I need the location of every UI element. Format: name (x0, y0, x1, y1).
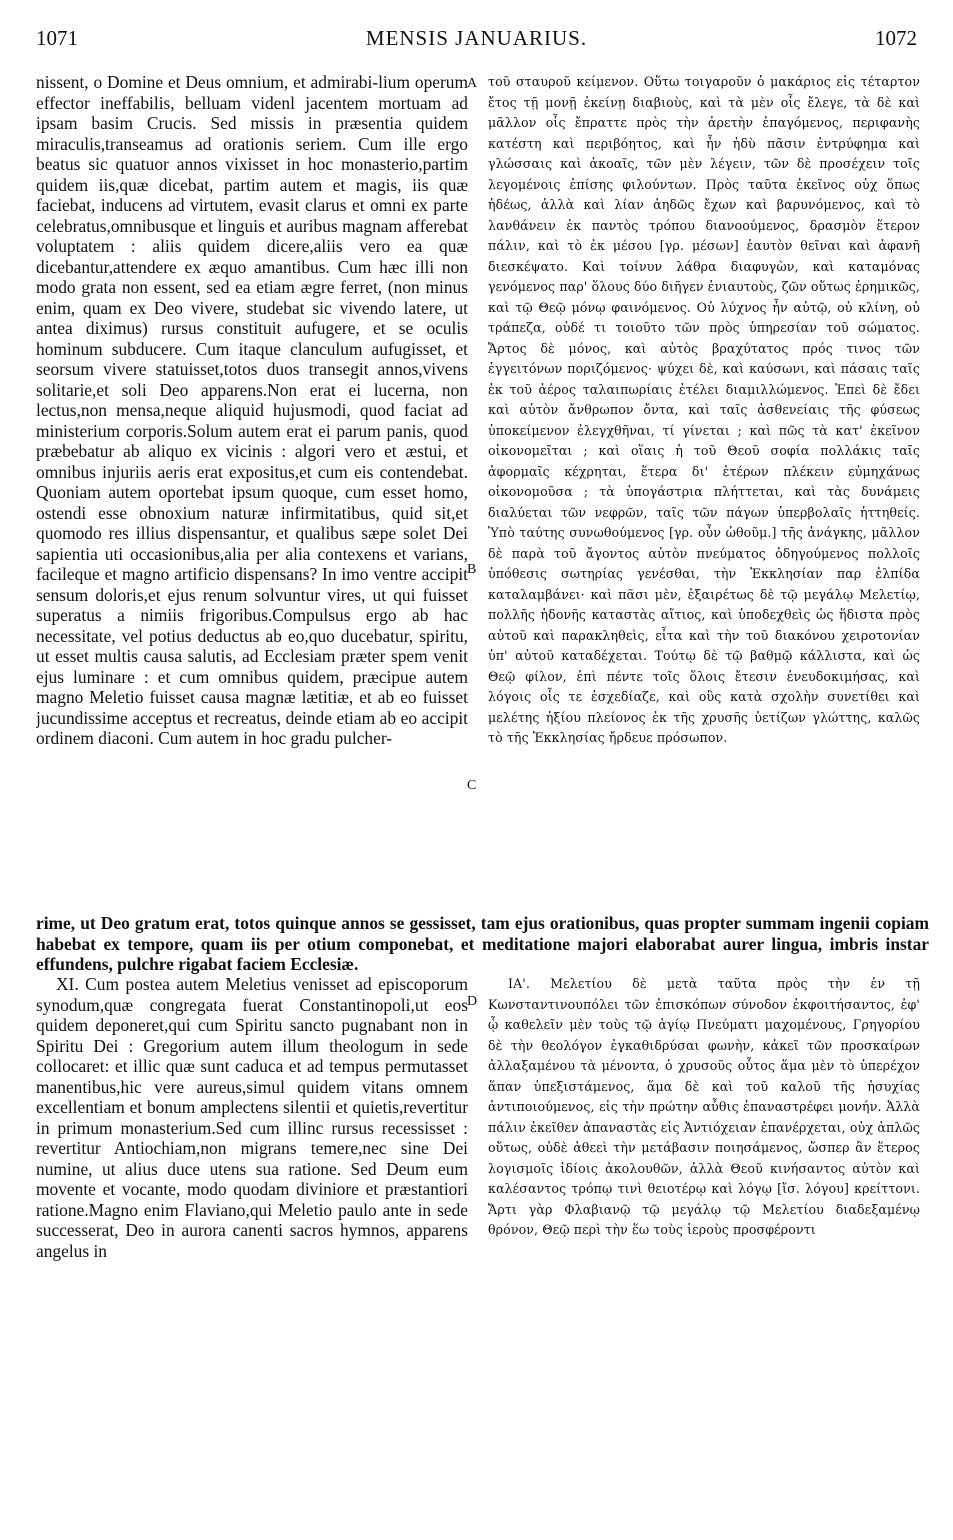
latin-column-bottom: XI. Cum postea autem Meletius venisset ad episcoporum synodum,quæ congregata fuerat Constantinopoli,ut eos quidem deponeret,qui cum Spiritu sancto pugnabant non in Spiritu Dei : Gregorium autem illum theologum in sede collocaret: et illic quæ sunt caduca et ad tempus permutasset manentibus,hic vere aureus,simul quidem vitans omnem excellentiam et bonum amplectens silentii et quietis,revertitur in primum monasterium.Sed cum illinc rursus recessisset : revertitur Antiochiam,non migrans temere,nec sine Dei numine, ut alius duce utens sua ratione. Sed Deum eum movente et vocante, modo quodam diviniore et præstantiori ratione.Magno enim Flaviano,qui Meletio paulo ante in sede successerat, Deo in aurora canenti sacros hymnos, apparens angelus in (36, 974, 468, 1261)
margin-marker-c: C (467, 778, 477, 793)
full-width-text: rime, ut Deo gratum erat, totos quinque annos se gessisset, tam ejus orationibus, quas propter summam ingenii copiam habebat ex tempore, quam iis per otium componebat, et meditatione majori elaborabat aurer lingua, imbris instar effundens, pulchre rigabat faciem Ecclesiæ. (36, 913, 929, 974)
running-title: MENSIS JANUARIUS. (365, 26, 588, 50)
page-number-right: 1072 (875, 26, 917, 50)
text-columns (36, 72, 929, 1504)
margin-marker-a: A (467, 76, 478, 91)
page-header (36, 26, 917, 60)
page-number-left: 1071 (36, 26, 78, 50)
greek-column-top: τοῦ σταυροῦ κείμενον. Οὕτω τοιγαροῦν ὁ μακάριος εἰς τέταρτον ἔτος τῇ μονῇ ἐκείνῃ διαβιοὺς, καὶ τὰ μὲν οἷς ἔλεγε, τὰ δὲ καὶ μᾶλλον οἷς ἔπραττε πρὸς τὴν ἀρετὴν ἐπαγόμενος, περιφανὴς κατέστη καὶ περιβόητος, καὶ ἦν ἡδὺ πᾶσιν ἐντρύφημα καὶ γλώσσαις καὶ ἀκοαῖς, τῶν μὲν λέγειν, τῶν δὲ προσέχειν τοῖς λεγομένοις ἐπίσης φιλούντων. Πρὸς ταῦτα ἐκεῖνος οὐχ ὅπως ἡδέως, ἀλλὰ καὶ λίαν ἀηδῶς ἔχων καὶ βαρυνόμενος, καὶ τὸ λανθάνειν ἐκ παντὸς τρόπου διανοούμενος, δρασμὸν ἕτερον πάλιν, καὶ τὸ ἐκ μέσου [γρ. μέσων] ἑαυτὸν θεῖναι καὶ ἀφανῆ διεσκέψατο. Καὶ τοίνυν λάθρα διαφυγὼν, καὶ καταμόνας γενόμενος παρ' ὅλους δύο διῆγεν ἐνιαυτοὺς, ζῶν οὕτως ἐρημικῶς, καὶ τῷ Θεῷ μόνῳ φαινόμενος. Οὐ λύχνος ἦν αὐτῷ, οὐ κλίνη, οὐ τράπεζα, οὐδέ τι τοιοῦτο τῶν πρὸς ὑπηρεσίαν τοῦ σώματος. Ἄρτος δὲ μόνος, καὶ αὐτὸς βραχύτατος πρός τινος τῶν ἐγγειτόνων ποριζόμενος· ψύχει δὲ, καὶ καύσωνι, καὶ πάσαις ταῖς ἐκ τοῦ ἀέρος ταλαιπωρίαις ἐτέλει διαμιλλώμενος. Ἐπεὶ δὲ ἔδει καὶ αὐτὸν ἄνθρωπον ὄντα, καὶ ταῖς ἀσθενείαις τῆς φύσεως ὑποκείμενον ἐλεγχθῆναι, τί γίνεται ; καὶ πῶς τὰ κατ' ἐκεῖνον οἰκονομεῖται ; καὶ οἵαις ἡ τοῦ Θεοῦ σοφία πολλάκις ταῖς ἀφορμαῖς κέχρηται, ἕτερα δι' ἑτέρων πλέκειν εὐμηχάνως οἰκονομοῦσα ; τὰ ὑπογάστρια πλήττεται, καὶ τὰς δυνάμεις διαλύεται τῶν νεφρῶν, ταῖς τῶν πάγων ὑπερβολαῖς ἡττηθείς. Ὑπὸ ταύτης συνωθούμενος [γρ. οὖν ὠθοῦμ.] τῆς ἀνάγκης, μᾶλλον δὲ παρὰ τοῦ ἄγοντος αὐτὸν πνεύματος ὁδηγούμενος πολλοῖς ὑπόθεσις σωτηρίας γενέσθαι, τὴν Ἐκκλησίαν παρ ἐλπίδα καταλαμβάνει· καὶ πᾶσι μὲν, ἐξαιρέτως δὲ τῷ μεγάλῳ Μελετίῳ, πολλῆς ἡδονῆς καταστὰς αἴτιος, καὶ ὑποδεχθεὶς ὡς ἥδιστα πρὸς αὐτοῦ καὶ παρακληθεὶς, εἶτα καὶ τὴν τοῦ διακόνου χειροτονίαν ὑπ' αὐτοῦ καταδέχεται. Τούτῳ δὲ τῷ βαθμῷ κάλλιστα, καὶ ὡς Θεῷ φίλον, ἐπὶ πέντε τοῖς ὅλοις ἔτεσιν ἐνευδοκιμήσας, καὶ λόγοις οἷς τε ἐσχεδίαζε, καὶ οὓς κατὰ σχολὴν συνετίθει καὶ μελέτης ἠξίου πλείονος ἐκ τῆς χρυσῆς ὑετίζων γλώττης, καλῶς τὸ τῆς Ἐκκλησίας ἤρδευε πρόσωπον. (488, 74, 920, 745)
greek-column-bottom: ΙΑ'. Μελετίου δὲ μετὰ ταῦτα πρὸς τὴν ἐν τῇ Κωνσταντινουπόλει τῶν ἐπισκόπων σύνοδον ἐκφοιτήσαντος, ἐφ' ᾧ καθελεῖν μὲν τοὺς τῷ ἁγίῳ Πνεύματι μαχομένους, Γρηγορίου δὲ τὴν θεολόγον ἐγκαθιδρύσαι φωνὴν, κἀκεῖ τῶν προσκαίρων ἀλλαξαμένου τὰ μένοντα, ὁ χρυσοῦς οὗτος ἅμα μὲν τὸ ὑπερέχον ἅπαν ὑπεξιστάμενος, ἅμα δὲ καὶ τοῦ καλοῦ τῆς ἡσυχίας ἀντιποιούμενος, εἰς τὴν πρώτην αὖθις ἐπαναστρέφει μονήν. Ἀλλὰ πάλιν ἐκεῖθεν ἀπαναστὰς εἰς Ἀντιόχειαν ἐπανέρχεται, οὐχ ἁπλῶς οὕτως, οὐδὲ ἀθεεὶ τὴν μετάβασιν ποιησάμενος, ὥσπερ ἂν ἕτερος λογισμοῖς ἰδίοις ἀκολουθῶν, ἀλλὰ Θεοῦ κινήσαντος αὐτὸν καὶ καλέσαντος τρόπῳ τινὶ θειοτέρῳ καὶ λόγῳ [ἴσ. λόγου] κρείττονι. Ἄρτι γὰρ Φλαβιανῷ τῷ μεγάλῳ τῷ Μελετίου διαδεξαμένῳ θρόνον, Θεῷ περὶ τὴν ἕω τοὺς ἱεροὺς προσφέροντι (488, 976, 920, 1237)
margin-marker-d: D (467, 994, 478, 1009)
upper-columns (36, 72, 929, 913)
margin-marker-b: B (467, 562, 477, 577)
latin-column-top: nissent, o Domine et Deus omnium, et admirabi-lium operum effector ineffabilis, belluam videnl jacentem mortuam ad ipsam basim Crucis. Sed missis in præsentia quidem miraculis,transeamus ad orationis seriem. Cum ille ergo beatus sic quatuor annos vixisset in hoc monasterio,partim quidem iis,quæ dicebat, partim autem et magis, iis quæ faciebat, inducens ad virtutem, evasit clarus et omni ex parte celebratus,omnibusque et linguis et auribus magnam afferebat voluptatem : aliis quidem dicere,aliis vero ea quæ dicebantur,attendere ex æquo amantibus. Cum hæc illi non modo grata non essent, sed ea etiam ægre ferret, (non minus enim, quam ex Deo vivere, studebat sic vivendo latere, ut antea diximus) rursus constituit aufugere, et se oculis hominum subducere. Cum itaque clanculum aufugisset, et seorsum vivere statuisset,totos duos transegit annos,vivens solitarie,et soli Deo apparens.Non erat ei lucerna, non lectus,non mensa,neque aliquid hujusmodi, quod faciat ad ministerium corporis.Solum autem erat ei parum panis, quod præbebatur ab aliquo ex vicinis : algori vero et æstui, et omnibus injuriis aeris erat expositus,et cum eis contendebat. Quoniam autem oportebat ipsum quoque, cum esset homo, ostendi esse obnoxium naturæ infirmitatibus, quid sit,et quomodo res illius dispensantur, et qualibus sæpe solet Dei sapientia uti occasionibus,alia per alia contexens et varians, facileque et magno artificio dispensans? In imo ventre accipit sensum doloris,et ejus renum solvuntur vires, ut qui fuisset superatus a nimiis frigoribus.Compulsus ergo ab hac necessitate, vel potius deductus ab eo,quo ducebatur, spiritu, ut esset multis causa salutis, ad Ecclesiam præter spem venit ejus luminare : et cum omnibus quidem, præcipue autem magno Meletio fuisset causa magnæ lætitiæ, et ab eo fuisset jucundissime acceptus et recreatus, deinde etiam ab eo accipit ordinem diaconi. Cum autem in hoc gradu pulcher- (36, 72, 468, 748)
full-width-paragraph (36, 913, 929, 974)
lower-columns (36, 974, 929, 1504)
